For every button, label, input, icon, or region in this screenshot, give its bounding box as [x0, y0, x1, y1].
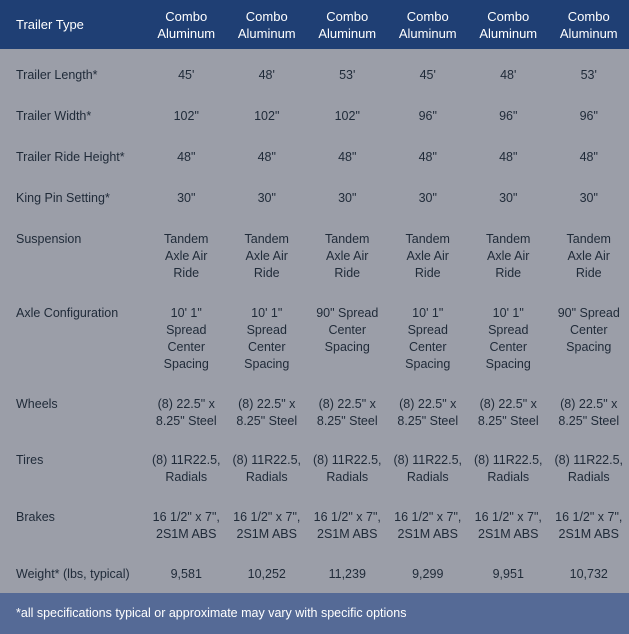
table-cell	[468, 287, 549, 378]
cell-text: Spacing	[163, 357, 209, 371]
table-cell	[227, 378, 308, 434]
table-cell	[549, 378, 629, 434]
cell-text: 10' 1"	[492, 306, 524, 320]
cell-text: 2S1M ABS	[397, 527, 458, 541]
cell-text: Tandem	[164, 232, 209, 246]
cell-text: 10' 1"	[170, 306, 202, 320]
table-cell	[227, 90, 308, 131]
table-cell	[468, 49, 549, 90]
cell-text: Center	[489, 340, 528, 354]
row-label: King Pin Setting*	[16, 191, 110, 205]
cell-text: Radials	[165, 470, 208, 484]
cell-text: Radials	[326, 470, 369, 484]
table-cell	[549, 287, 629, 378]
table-cell	[307, 49, 388, 90]
cell-text: (8) 11R22.5,	[393, 453, 463, 467]
cell-text: (8) 22.5" x	[479, 397, 537, 411]
cell-text: 48"	[257, 150, 276, 164]
cell-text: 10' 1"	[412, 306, 444, 320]
header-label-trailer-type: Trailer Type	[16, 17, 84, 32]
row-label: Trailer Length*	[16, 68, 98, 82]
header-column-text: Aluminum	[157, 25, 216, 41]
cell-text: 53'	[580, 68, 597, 82]
table-cell	[549, 172, 629, 213]
table-cell	[468, 90, 549, 131]
cell-text: 96"	[418, 109, 437, 123]
cell-text: 102"	[254, 109, 280, 123]
table-cell	[307, 172, 388, 213]
table-cell	[388, 172, 469, 213]
cell-text: 48'	[500, 68, 517, 82]
cell-text: 9,581	[170, 567, 202, 581]
cell-text: Spacing	[324, 340, 370, 354]
cell-text: 9,299	[412, 567, 444, 581]
header-column-text: Aluminum	[318, 25, 377, 41]
table-cell	[549, 491, 629, 548]
table-cell	[307, 131, 388, 172]
table-cell	[227, 287, 308, 378]
table-row-ride	[0, 131, 629, 172]
cell-text: 102"	[173, 109, 199, 123]
cell-text: 8.25" Steel	[155, 414, 217, 428]
table-cell	[227, 213, 308, 287]
row-label: Brakes	[16, 510, 55, 524]
cell-text: Center	[569, 323, 608, 337]
cell-text: Spacing	[244, 357, 290, 371]
cell-text: Axle Air	[487, 249, 530, 263]
cell-text: 2S1M ABS	[156, 527, 217, 541]
cell-text: 48"	[418, 150, 437, 164]
cell-text: (8) 11R22.5,	[232, 453, 302, 467]
cell-text: 96"	[579, 109, 598, 123]
table-row-width	[0, 90, 629, 131]
cell-text: Ride	[575, 266, 602, 280]
cell-text: 30"	[177, 191, 196, 205]
cell-text: 102"	[334, 109, 360, 123]
cell-text: Ride	[173, 266, 200, 280]
cell-text: 30"	[499, 191, 518, 205]
header-column-2	[227, 0, 308, 49]
footer-note: *all specifications typical or approximate may vary with specific options	[0, 593, 629, 634]
header-column-3	[307, 0, 388, 49]
row-label: Trailer Width*	[16, 109, 92, 123]
table-cell	[388, 378, 469, 434]
cell-text: 10' 1"	[251, 306, 283, 320]
cell-text: 48'	[258, 68, 275, 82]
cell-text: Radials	[245, 470, 288, 484]
table-cell	[146, 548, 227, 588]
table-cell	[468, 378, 549, 434]
cell-text: Axle Air	[165, 249, 208, 263]
cell-text: Spacing	[485, 357, 531, 371]
row-label: Axle Configuration	[16, 306, 119, 320]
table-cell	[146, 491, 227, 548]
cell-text: Center	[328, 323, 367, 337]
table-cell	[388, 548, 469, 588]
cell-text: 8.25" Steel	[558, 414, 620, 428]
table-row-weight	[0, 548, 629, 588]
cell-text: 48"	[177, 150, 196, 164]
cell-text: 11,239	[328, 567, 366, 581]
cell-text: 8.25" Steel	[477, 414, 539, 428]
cell-text: 2S1M ABS	[317, 527, 378, 541]
cell-text: Tandem	[405, 232, 450, 246]
header-column-1	[146, 0, 227, 49]
table-cell	[549, 49, 629, 90]
cell-text: 30"	[338, 191, 357, 205]
header-column-text: Aluminum	[237, 25, 296, 41]
cell-text: Ride	[334, 266, 361, 280]
table-cell	[146, 172, 227, 213]
cell-text: 45'	[419, 68, 436, 82]
header-column-text: Combo	[567, 8, 610, 24]
cell-text: Center	[167, 340, 206, 354]
cell-text: Axle Air	[326, 249, 369, 263]
cell-text: 30"	[418, 191, 437, 205]
table-cell	[307, 548, 388, 588]
cell-text: (8) 22.5" x	[560, 397, 618, 411]
cell-text: Axle Air	[406, 249, 449, 263]
cell-text: 90" Spread	[316, 306, 379, 320]
table-cell	[549, 434, 629, 491]
table-cell	[227, 548, 308, 588]
table-cell	[146, 434, 227, 491]
table-cell	[227, 491, 308, 548]
cell-text: Spread	[166, 323, 207, 337]
table-cell	[307, 378, 388, 434]
table-row-brakes	[0, 491, 629, 548]
table-cell	[468, 434, 549, 491]
cell-text: Spread	[488, 323, 529, 337]
table-cell	[549, 213, 629, 287]
row-label: Wheels	[16, 397, 58, 411]
table-cell	[146, 213, 227, 287]
cell-text: 8.25" Steel	[236, 414, 298, 428]
cell-text: 2S1M ABS	[558, 527, 619, 541]
cell-text: (8) 11R22.5,	[473, 453, 543, 467]
header-column-text: Combo	[487, 8, 530, 24]
cell-text: 10,252	[247, 567, 286, 581]
header-column-4	[388, 0, 469, 49]
cell-text: 45'	[178, 68, 195, 82]
cell-text: 16 1/2" x 7",	[394, 510, 462, 524]
cell-text: 48"	[338, 150, 357, 164]
cell-text: 16 1/2" x 7",	[233, 510, 301, 524]
table-cell	[227, 131, 308, 172]
cell-text: Ride	[495, 266, 522, 280]
cell-text: (8) 11R22.5,	[151, 453, 221, 467]
table-row-tires	[0, 434, 629, 491]
header-column-text: Aluminum	[559, 25, 618, 41]
table-cell	[549, 90, 629, 131]
table-row-king	[0, 172, 629, 213]
cell-text: 16 1/2" x 7",	[474, 510, 542, 524]
cell-text: Spacing	[405, 357, 451, 371]
cell-text: Spread	[246, 323, 287, 337]
cell-text: Spread	[407, 323, 448, 337]
table-cell	[468, 491, 549, 548]
table-cell	[146, 131, 227, 172]
table-cell	[388, 90, 469, 131]
cell-text: Radials	[406, 470, 449, 484]
cell-text: Tandem	[244, 232, 289, 246]
table-cell	[227, 49, 308, 90]
table-row-susp	[0, 213, 629, 287]
cell-text: 8.25" Steel	[316, 414, 378, 428]
cell-text: Ride	[414, 266, 441, 280]
cell-text: Tandem	[325, 232, 370, 246]
table-cell	[468, 172, 549, 213]
cell-text: 16 1/2" x 7",	[152, 510, 220, 524]
cell-text: Tandem	[486, 232, 531, 246]
table-cell	[549, 131, 629, 172]
row-label: Suspension	[16, 232, 82, 246]
header-column-5	[468, 0, 549, 49]
header-column-text: Aluminum	[479, 25, 538, 41]
table-cell	[227, 434, 308, 491]
cell-text: 30"	[579, 191, 598, 205]
table-cell	[307, 287, 388, 378]
header-column-6	[549, 0, 629, 49]
row-label: Weight* (lbs, typical)	[16, 567, 130, 581]
table-cell	[388, 131, 469, 172]
table-cell	[388, 434, 469, 491]
table-cell	[388, 287, 469, 378]
cell-text: Center	[408, 340, 447, 354]
header-column-text: Combo	[245, 8, 288, 24]
table-cell	[307, 213, 388, 287]
cell-text: Ride	[253, 266, 280, 280]
cell-text: Axle Air	[245, 249, 288, 263]
cell-text: 53'	[339, 68, 356, 82]
header-column-text: Combo	[165, 8, 208, 24]
cell-text: 9,951	[492, 567, 524, 581]
cell-text: Axle Air	[567, 249, 610, 263]
cell-text: (8) 22.5" x	[318, 397, 376, 411]
cell-text: 48"	[499, 150, 518, 164]
table-cell	[146, 378, 227, 434]
table-cell	[468, 213, 549, 287]
table-cell	[388, 491, 469, 548]
table-cell	[307, 491, 388, 548]
cell-text: 96"	[499, 109, 518, 123]
cell-text: 8.25" Steel	[397, 414, 459, 428]
cell-text: Tandem	[566, 232, 611, 246]
table-cell	[146, 287, 227, 378]
cell-text: (8) 22.5" x	[399, 397, 457, 411]
cell-text: (8) 22.5" x	[157, 397, 215, 411]
cell-text: 30"	[257, 191, 276, 205]
cell-text: (8) 22.5" x	[238, 397, 296, 411]
row-label: Tires	[16, 453, 44, 467]
table-cell	[388, 49, 469, 90]
cell-text: 10,732	[569, 567, 608, 581]
cell-text: Spacing	[566, 340, 612, 354]
table-row-wheels	[0, 378, 629, 434]
cell-text: Radials	[487, 470, 530, 484]
table-cell	[468, 548, 549, 588]
cell-text: 16 1/2" x 7",	[313, 510, 381, 524]
header-column-text: Aluminum	[398, 25, 457, 41]
cell-text: 2S1M ABS	[236, 527, 297, 541]
table-cell	[388, 213, 469, 287]
header-column-text: Combo	[326, 8, 369, 24]
header-column-text: Combo	[406, 8, 449, 24]
table-cell	[307, 90, 388, 131]
cell-text: 90" Spread	[557, 306, 620, 320]
cell-text: Radials	[567, 470, 610, 484]
table-cell	[468, 131, 549, 172]
cell-text: (8) 11R22.5,	[312, 453, 382, 467]
table-cell	[146, 90, 227, 131]
table-header-row	[0, 0, 629, 49]
cell-text: 2S1M ABS	[478, 527, 539, 541]
cell-text: Center	[247, 340, 286, 354]
table-cell	[549, 548, 629, 588]
table-cell	[227, 172, 308, 213]
table-row-axle	[0, 287, 629, 378]
row-label: Trailer Ride Height*	[16, 150, 125, 164]
table-row-length	[0, 49, 629, 90]
cell-text: (8) 11R22.5,	[554, 453, 624, 467]
table-cell	[307, 434, 388, 491]
cell-text: 16 1/2" x 7",	[555, 510, 623, 524]
cell-text: 48"	[579, 150, 598, 164]
table-cell	[146, 49, 227, 90]
